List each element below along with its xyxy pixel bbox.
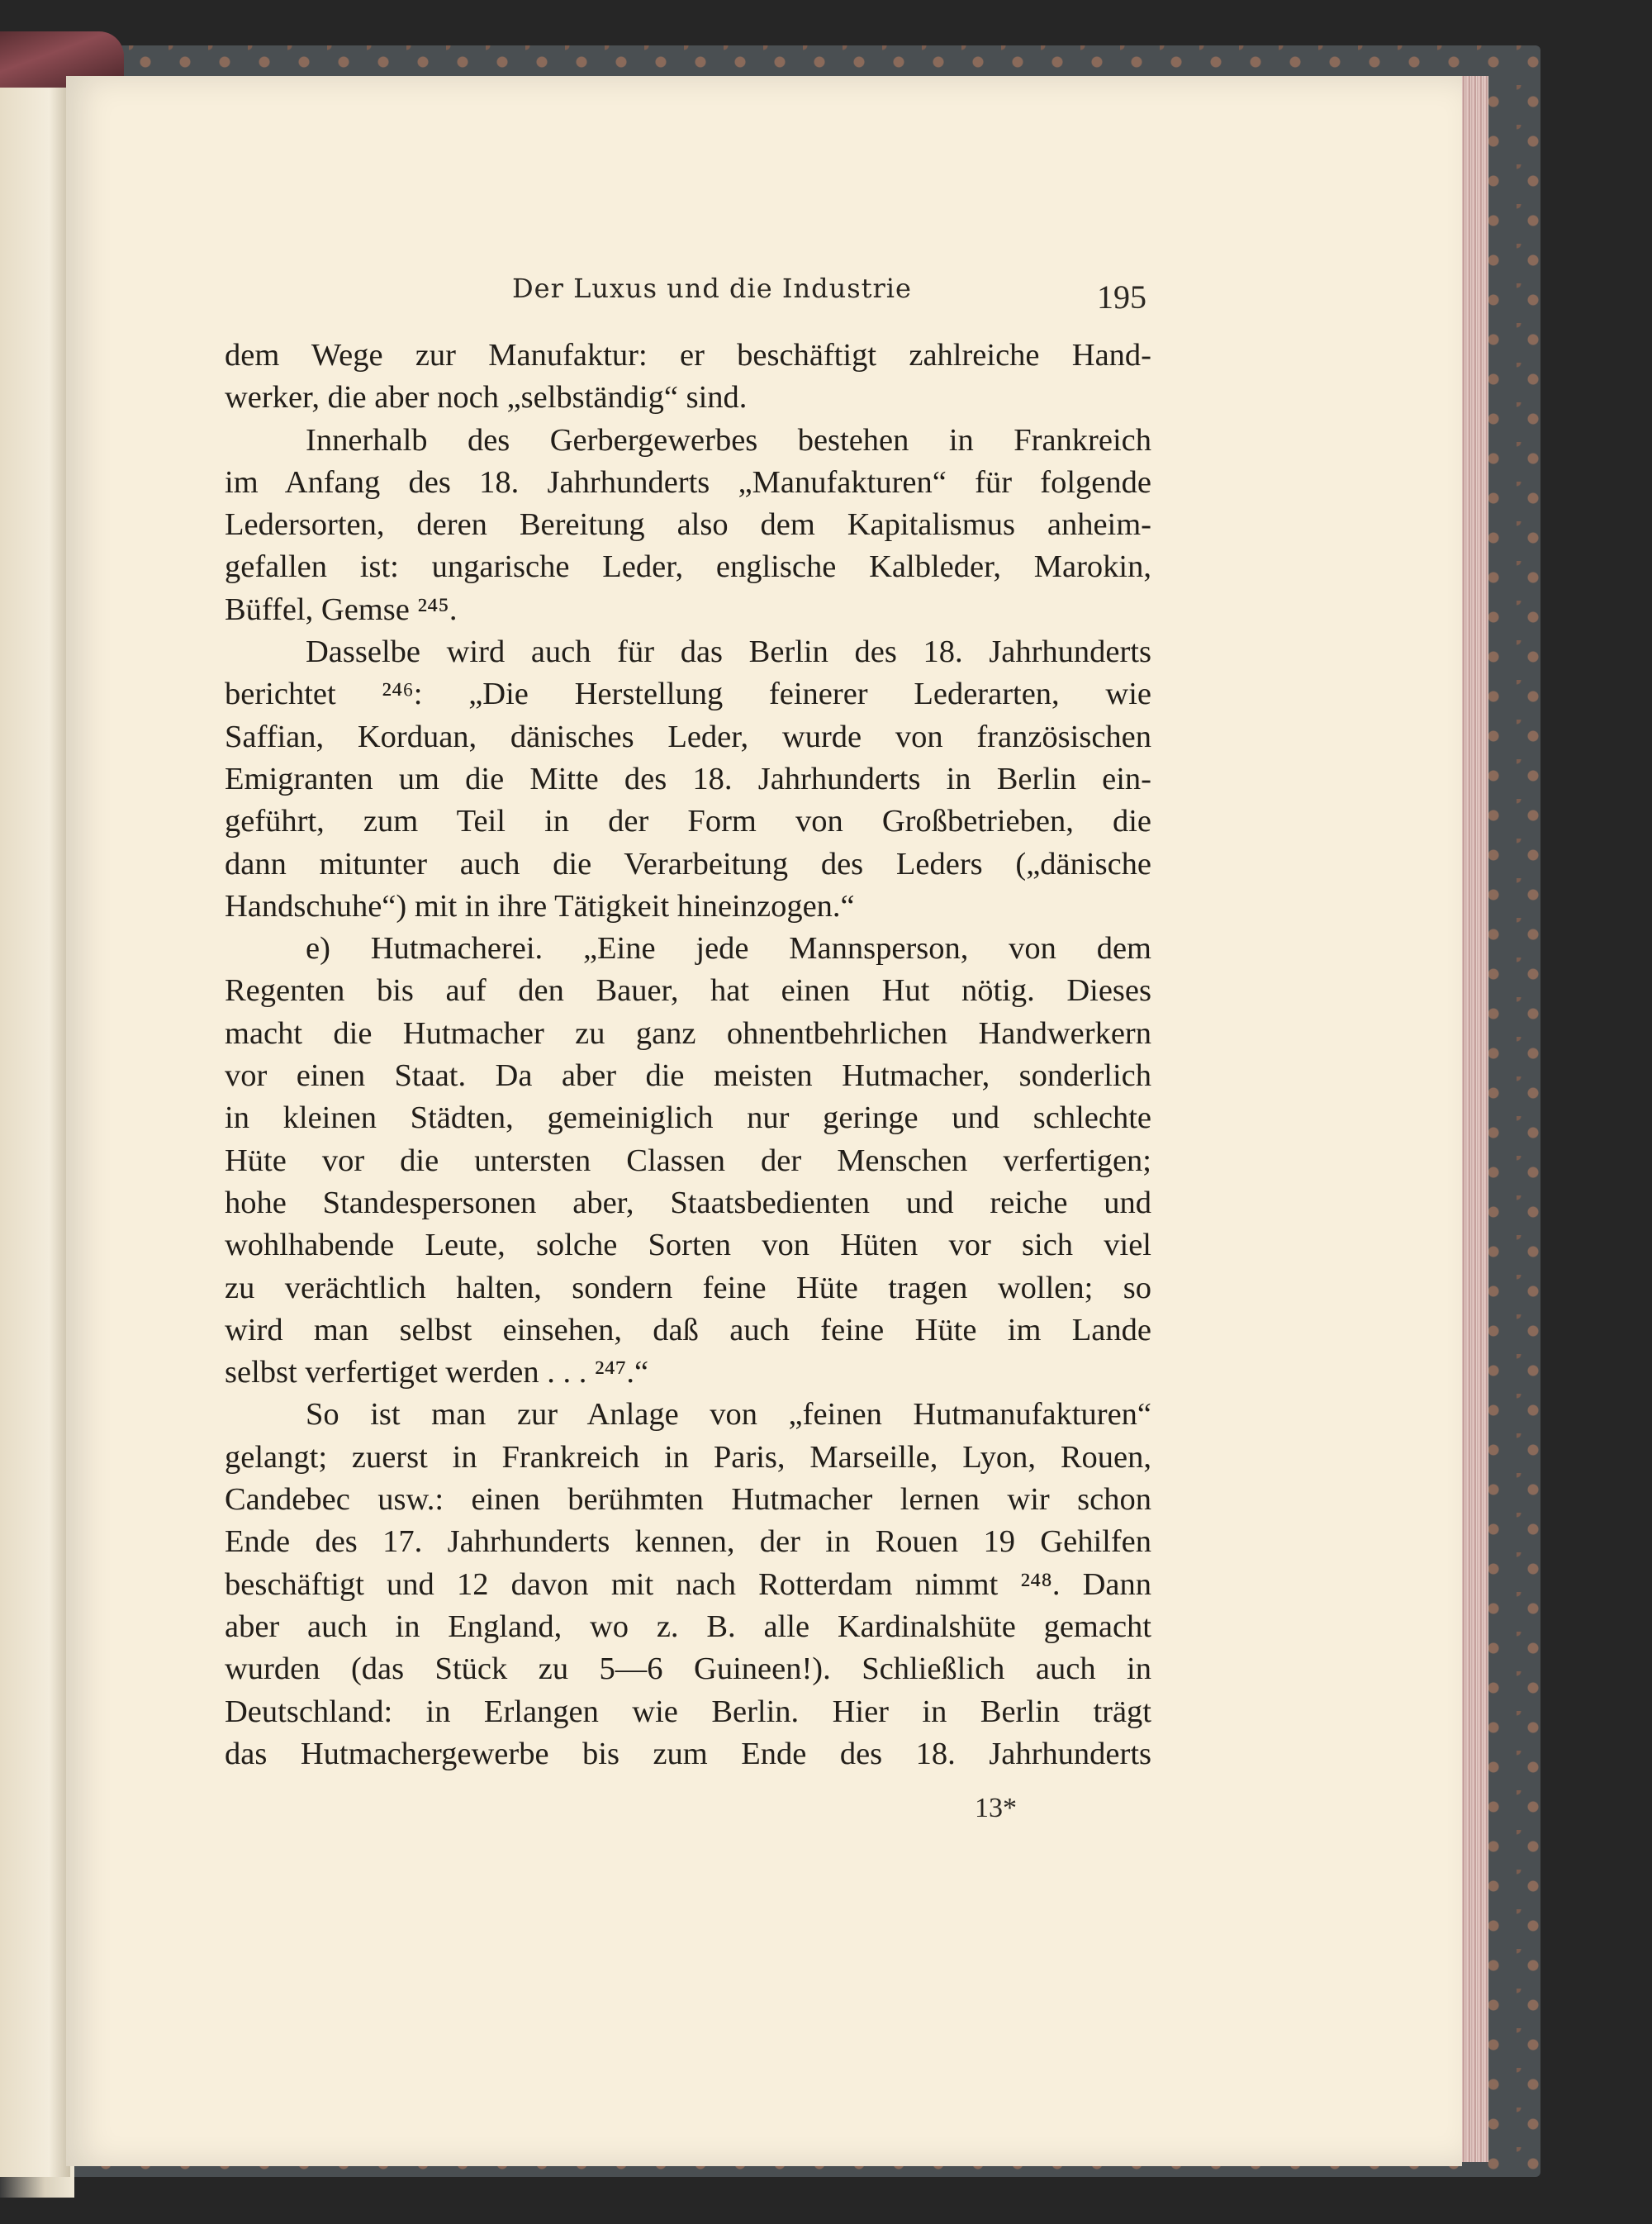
text-line: Büffel, Gemse ²⁴⁵.	[225, 592, 458, 627]
text-line: wohlhabende Leute, solche Sorten von Hüten vor sich viel	[225, 1228, 1151, 1263]
text-line: Regenten bis auf den Bauer, hat einen Hut nötig. Dieses	[225, 973, 1151, 1009]
text-line: Dasselbe wird auch für das Berlin des 18. Jahrhunderts	[306, 634, 1151, 670]
text-line: e) Hutmacherei. „Eine jede Mannsperson, von dem	[306, 931, 1151, 967]
signature-mark: 13*	[975, 1793, 1017, 1823]
body-text	[225, 335, 1151, 1775]
text-line: in kleinen Städten, gemeiniglich nur geringe und schlechte	[225, 1100, 1151, 1136]
text-line: Candebec usw.: einen berühmten Hutmacher lernen wir schon	[225, 1482, 1151, 1518]
text-line: dem Wege zur Manufaktur: er beschäftigt zahlreiche Hand-	[225, 338, 1151, 373]
text-line: Ende des 17. Jahrhunderts kennen, der in Rouen 19 Gehilfen	[225, 1524, 1151, 1560]
text-line: Deutschland: in Erlangen wie Berlin. Hier in Berlin trägt	[225, 1694, 1151, 1729]
text-line: hohe Standespersonen aber, Staatsbedienten und reiche und	[225, 1185, 1151, 1220]
text-line: gefallen ist: ungarische Leder, englische Kalbleder, Marokin,	[225, 549, 1151, 585]
text-line: das Hutmachergewerbe bis zum Ende des 18. Jahrhunderts	[225, 1736, 1151, 1771]
text-line: geführt, zum Teil in der Form von Großbetrieben, die	[225, 804, 1151, 839]
text-line: wird man selbst einsehen, daß auch feine Hüte im Lande	[225, 1312, 1151, 1347]
text-line: Hüte vor die untersten Classen der Menschen verfertigen;	[225, 1143, 1151, 1178]
text-line: gelangt; zuerst in Frankreich in Paris, Marseille, Lyon, Rouen,	[225, 1439, 1151, 1475]
text-line: Innerhalb des Gerbergewerbes bestehen in Frankreich	[306, 422, 1151, 458]
text-line: werker, die aber noch „selbständig“ sind.	[225, 380, 748, 416]
page-number: 195	[1097, 278, 1146, 316]
text-line: berichtet ²⁴⁶: „Die Herstellung feinerer Lederarten, wie	[225, 677, 1151, 712]
text-line: Handschuhe“) mit in ihre Tätigkeit hineinzogen.“	[225, 888, 855, 924]
running-title: Der Luxus und die Industrie	[512, 273, 912, 304]
text-line: zu verächtlich halten, sondern feine Hüte tragen wollen; so	[225, 1270, 1151, 1305]
text-line: im Anfang des 18. Jahrhunderts „Manufakturen“ für folgende	[225, 464, 1151, 500]
text-line: wurden (das Stück zu 5—6 Guineen!). Schließlich auch in	[225, 1651, 1151, 1687]
text-line: vor einen Staat. Da aber die meisten Hutmacher, sonderlich	[225, 1058, 1151, 1094]
text-line: Ledersorten, deren Bereitung also dem Kapitalismus anheim-	[225, 507, 1151, 543]
text-line: So ist man zur Anlage von „feinen Hutmanufakturen“	[306, 1397, 1151, 1433]
text-line: Saffian, Korduan, dänisches Leder, wurde von französischen	[225, 719, 1151, 754]
text-line: Emigranten um die Mitte des 18. Jahrhunderts in Berlin ein-	[225, 761, 1151, 796]
text-line: macht die Hutmacher zu ganz ohnentbehrlichen Handwerkern	[225, 1015, 1151, 1051]
text-line: aber auch in England, wo z. B. alle Kardinalshüte gemacht	[225, 1609, 1151, 1644]
left-page-edge	[0, 78, 70, 2177]
text-line: dann mitunter auch die Verarbeitung des Leders („dänische	[225, 846, 1151, 882]
text-line: selbst verfertiget werden . . . ²⁴⁷.“	[225, 1355, 649, 1390]
text-line: beschäftigt und 12 davon mit nach Rotterdam nimmt ²⁴⁸. Dann	[225, 1566, 1151, 1602]
